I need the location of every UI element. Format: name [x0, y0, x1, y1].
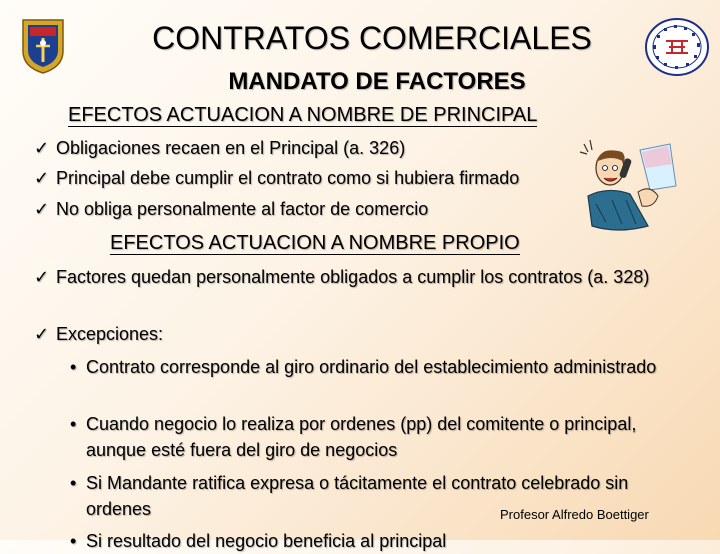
sub-list-item: [70, 354, 670, 380]
list-item: [34, 165, 519, 191]
checkmark-icon: ✓: [34, 267, 50, 287]
checkmark-icon: ✓: [34, 168, 50, 188]
checkmark-icon: ✓: [34, 324, 50, 344]
list-item-text: Obligaciones recaen en el Principal (a. 326): [56, 138, 406, 158]
section-heading-nombre-principal: EFECTOS ACTUACION A NOMBRE DE PRINCIPAL: [68, 104, 538, 126]
bullet-icon: •: [70, 357, 77, 377]
sub-list-item-text: Si resultado del negocio beneficia al principal: [86, 531, 447, 551]
businessman-on-phone-clipart: [578, 134, 678, 234]
bullet-icon: •: [70, 531, 77, 551]
section-heading-nombre-propio: EFECTOS ACTUACION A NOMBRE PROPIO: [110, 232, 520, 254]
bullet-icon: •: [70, 414, 77, 434]
list-item: [34, 321, 163, 347]
sub-list-item-text: Si Mandante ratifica expresa o tácitamente el contrato celebrado sin ordenes: [86, 473, 629, 519]
list-item-text: No obliga personalmente al factor de comercio: [56, 199, 429, 219]
page-title: CONTRATOS COMERCIALES: [152, 20, 592, 56]
list-item: [34, 196, 428, 222]
sub-list-item-text: Cuando negocio lo realiza por ordenes (pp) del comitente o principal, aunque esté fuera del giro de negocios: [86, 414, 637, 460]
sub-list-item-text: Contrato corresponde al giro ordinario del establecimiento administrado: [86, 357, 657, 377]
list-item-text: Principal debe cumplir el contrato como si hubiera firmado: [56, 168, 520, 188]
list-item: [34, 135, 405, 161]
list-item-text: Excepciones:: [56, 324, 164, 344]
sub-list-item: [70, 528, 446, 554]
faculty-seal-logo: [644, 17, 710, 77]
list-item: [34, 264, 654, 290]
page-subtitle: MANDATO DE FACTORES: [228, 68, 526, 95]
sub-list-item: [70, 411, 690, 463]
footer-author: Profesor Alfredo Boettiger: [500, 507, 649, 522]
checkmark-icon: ✓: [34, 138, 50, 158]
list-item-text: Factores quedan personalmente obligados a cumplir los contratos (a. 328): [56, 267, 650, 287]
checkmark-icon: ✓: [34, 199, 50, 219]
bullet-icon: •: [70, 473, 77, 493]
